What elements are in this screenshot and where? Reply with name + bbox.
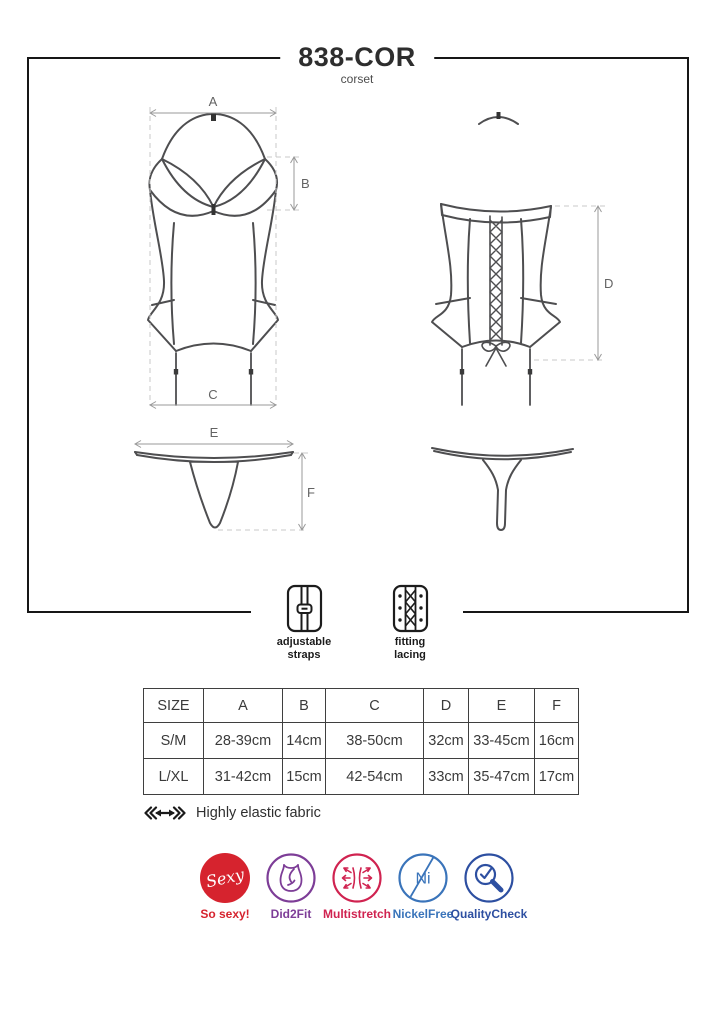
value-cell: 16cm (535, 723, 579, 759)
value-cell: 33cm (424, 759, 469, 795)
badge-label: So sexy! (200, 907, 250, 921)
thong-front-drawing (135, 452, 293, 528)
dimension-label-b: B (301, 176, 310, 191)
elastic-arrow-icon (143, 806, 187, 820)
dimension-label-c: C (208, 387, 218, 402)
value-cell: 35-47cm (469, 759, 535, 795)
product-header (280, 42, 434, 86)
size-table-header-row (144, 689, 579, 723)
col-header-e: E (469, 689, 535, 723)
value-cell: 14cm (283, 723, 326, 759)
badge-label: NickelFree (392, 907, 454, 921)
table-row-sm (144, 723, 579, 759)
corset-front-drawing (148, 113, 278, 405)
badge-did2fit (258, 852, 324, 921)
multistretch-icon (331, 852, 383, 904)
did2fit-icon (265, 852, 317, 904)
col-header-d: D (424, 689, 469, 723)
qualitycheck-icon (463, 852, 515, 904)
corset-back-drawing (432, 112, 560, 405)
col-header-c: C (326, 689, 424, 723)
adjustable-straps-icon (286, 584, 323, 633)
badge-so-sexy (192, 852, 258, 921)
size-cell: S/M (144, 723, 204, 759)
fabric-note-text: Highly elastic fabric (196, 805, 321, 821)
col-header-a: A (204, 689, 283, 723)
size-table (143, 688, 579, 795)
dimension-label-a: A (208, 94, 218, 109)
fabric-note (143, 805, 321, 821)
badge-label: Multistretch (323, 907, 392, 921)
col-header-size: SIZE (144, 689, 204, 723)
value-cell: 42-54cm (326, 759, 424, 795)
value-cell: 38-50cm (326, 723, 424, 759)
value-cell: 28-39cm (204, 723, 283, 759)
badge-qualitycheck (450, 852, 528, 921)
thong-back-drawing (432, 448, 573, 530)
feature-label: adjustable straps (276, 636, 332, 661)
value-cell: 17cm (535, 759, 579, 795)
dimension-label-e: E (209, 425, 219, 440)
badge-multistretch (324, 852, 390, 921)
dimension-label-f: F (307, 485, 315, 500)
product-type: corset (340, 72, 374, 86)
feature-icons (251, 584, 463, 661)
badge-nickelfree (390, 852, 456, 921)
dimension-label-d: D (604, 276, 614, 291)
value-cell: 33-45cm (469, 723, 535, 759)
size-cell: L/XL (144, 759, 204, 795)
dimension-lines (135, 107, 605, 530)
feature-fitting-lacing (373, 584, 447, 661)
feature-label: fitting lacing (394, 636, 426, 661)
value-cell: 15cm (283, 759, 326, 795)
badge-label: Did2Fit (270, 907, 312, 921)
fitting-lacing-icon (392, 584, 429, 633)
badge-label: QualityCheck (450, 907, 528, 921)
badge-row (192, 852, 528, 921)
table-row-lxl (144, 759, 579, 795)
value-cell: 32cm (424, 723, 469, 759)
svg-text:Ni: Ni (415, 870, 431, 888)
nickelfree-icon (397, 852, 449, 904)
svg-text:Sexy: Sexy (204, 864, 246, 892)
col-header-b: B (283, 689, 326, 723)
feature-adjustable-straps (267, 584, 341, 661)
measurement-diagram (27, 57, 689, 613)
so-sexy-icon (199, 852, 251, 904)
product-code: 838-COR (298, 42, 416, 72)
col-header-f: F (535, 689, 579, 723)
value-cell: 31-42cm (204, 759, 283, 795)
